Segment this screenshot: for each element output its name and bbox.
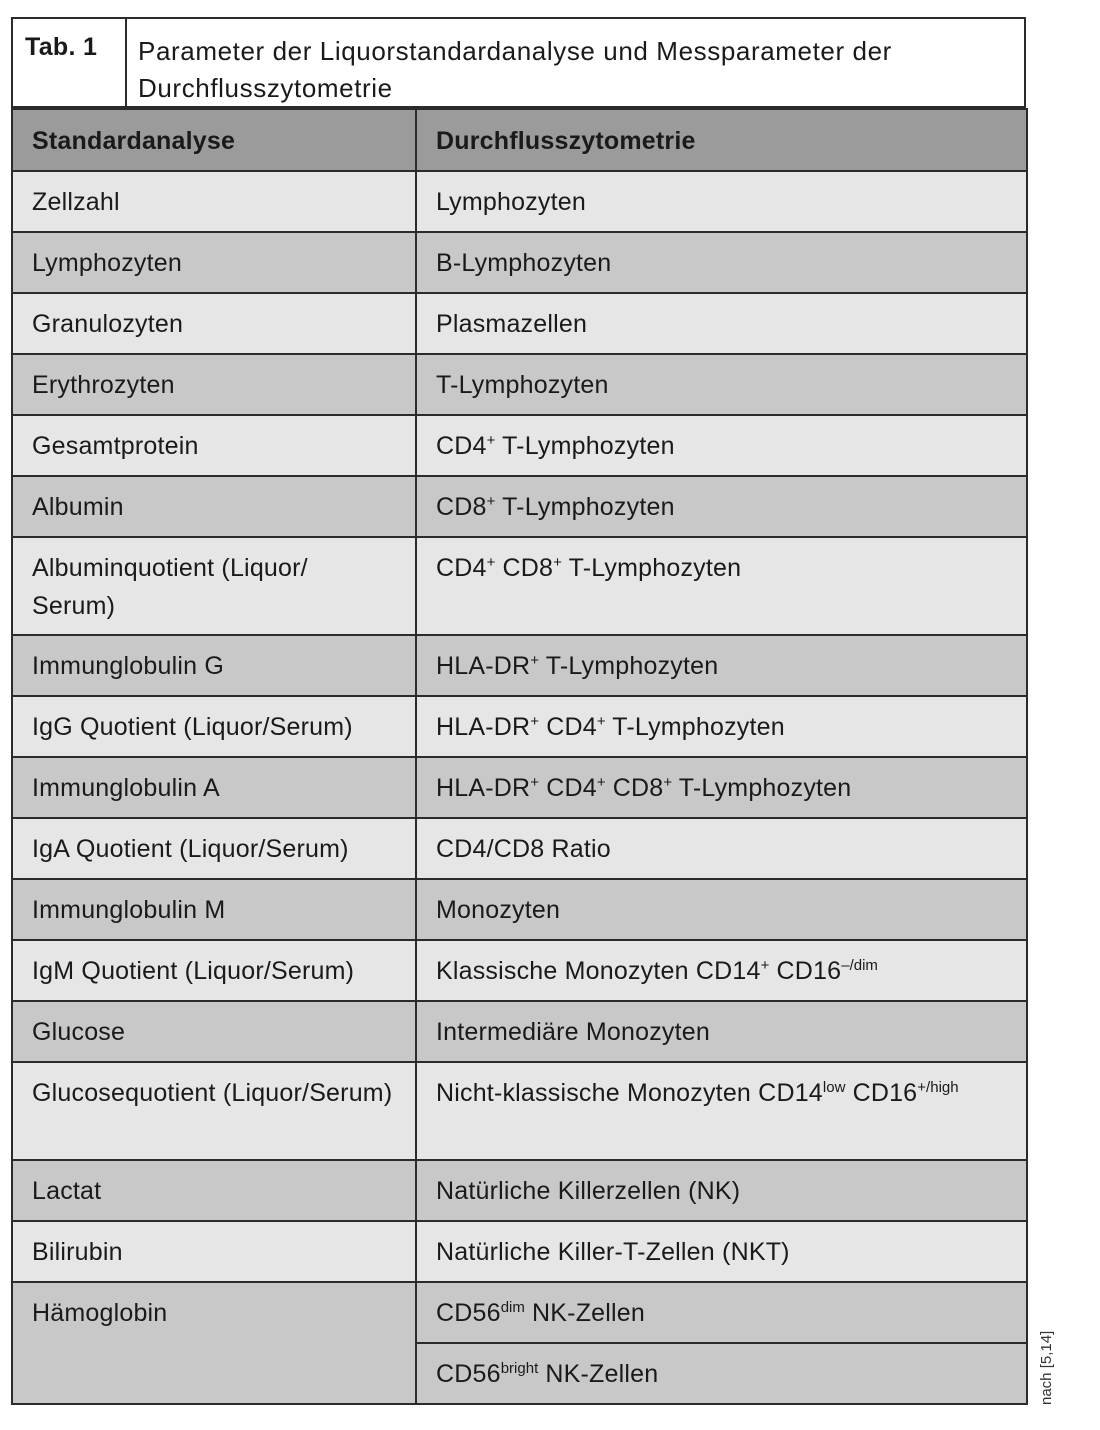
cell-durchflusszytometrie [416,232,1027,293]
cell-standardanalyse: Albumin [12,476,416,537]
table-row [12,1160,1027,1221]
cell-text: Natürliche Killerzellen (NK) [436,1177,741,1205]
cell-text: NK-Zellen [524,1299,645,1327]
superscript: + [663,774,673,791]
table-row [12,818,1027,879]
cell-text: T-Lymphozyten [436,371,609,399]
cell-durchflusszytometrie [416,354,1027,415]
table-row [12,1001,1027,1062]
cell-durchflusszytometrie [416,940,1027,1001]
cell-text: Klassische Monozyten CD14 [436,957,761,985]
data-table [11,108,1028,1405]
cell-standardanalyse: Immunglobulin A [12,757,416,818]
table-row [12,940,1027,1001]
cell-text: Intermediäre Monozyten [436,1018,710,1046]
cell-text: CD56 [436,1299,501,1327]
cell-standardanalyse: Gesamtprotein [12,415,416,476]
cell-standardanalyse: IgG Quotient (Liquor/Serum) [12,696,416,757]
table-row [12,171,1027,232]
cell-text: Plasmazellen [436,310,588,338]
cell-standardanalyse: Bilirubin [12,1221,416,1282]
table-row [12,415,1027,476]
cell-durchflusszytometrie [416,415,1027,476]
table-row [12,232,1027,293]
cell-standardanalyse: Erythrozyten [12,354,416,415]
cell-text: NK-Zellen [538,1360,659,1388]
cell-durchflusszytometrie [416,1343,1027,1404]
cell-text: CD8 [605,774,664,802]
table-row [12,476,1027,537]
cell-durchflusszytometrie [416,635,1027,696]
table-row [12,537,1027,635]
cell-text: T-Lymphozyten [605,713,785,741]
cell-standardanalyse: Zellzahl [12,171,416,232]
cell-text: CD4/CD8 Ratio [436,835,611,863]
cell-durchflusszytometrie [416,1001,1027,1062]
table-title: Parameter der Liquorstandardanalyse und Messparameter der Durchflusszytometrie [138,36,892,103]
table-row [12,354,1027,415]
cell-durchflusszytometrie [416,1282,1027,1343]
table-number: Tab. 1 [13,19,127,106]
superscript: + [486,493,496,510]
table-row [12,1062,1027,1160]
cell-durchflusszytometrie [416,696,1027,757]
cell-text: Natürliche Killer-T-Zellen (NKT) [436,1238,790,1266]
cell-standardanalyse: Albuminquotient (Liquor/ Serum) [12,537,416,635]
table-row [12,757,1027,818]
cell-durchflusszytometrie [416,879,1027,940]
superscript: –/dim [841,957,878,974]
header-standardanalyse: Standardanalyse [12,109,416,171]
cell-standardanalyse: Immunglobulin M [12,879,416,940]
cell-standardanalyse: Lactat [12,1160,416,1221]
superscript: +/high [917,1079,959,1096]
cell-durchflusszytometrie [416,1221,1027,1282]
superscript: dim [500,1299,525,1316]
cell-text: Lymphozyten [436,188,586,216]
table-row [12,293,1027,354]
cell-text: CD16 [769,957,842,985]
cell-durchflusszytometrie [416,171,1027,232]
table-row [12,696,1027,757]
cell-text: HLA-DR [436,713,531,741]
cell-text: CD8 [436,493,487,521]
cell-text: Monozyten [436,896,561,924]
cell-text: T-Lymphozyten [561,554,742,582]
source-note-text: nach [5,14] [1038,1330,1055,1405]
superscript: + [530,713,540,730]
source-note [1038,1305,1068,1405]
superscript: + [530,652,540,669]
table-row [12,879,1027,940]
cell-standardanalyse: IgA Quotient (Liquor/Serum) [12,818,416,879]
cell-text: Nicht-klassische Monozyten CD14 [436,1079,823,1107]
header-durchflusszytometrie: Durchflusszytometrie [416,109,1027,171]
cell-standardanalyse: Immunglobulin G [12,635,416,696]
cell-standardanalyse: Glucose [12,1001,416,1062]
cell-durchflusszytometrie [416,757,1027,818]
cell-durchflusszytometrie [416,537,1027,635]
table-caption [11,17,1026,108]
cell-text: CD4 [539,774,597,802]
cell-text: CD4 [539,713,597,741]
cell-text: T-Lymphozyten [495,493,675,521]
table-row [12,635,1027,696]
cell-durchflusszytometrie [416,1062,1027,1160]
superscript: low [822,1079,846,1096]
cell-text: B-Lymphozyten [436,249,612,277]
table-row [12,1282,1027,1343]
cell-text: T-Lymphozyten [672,774,852,802]
superscript: + [596,774,606,791]
cell-durchflusszytometrie [416,1160,1027,1221]
table-header-row [12,109,1027,171]
cell-standardanalyse: Hämoglobin [12,1282,416,1404]
superscript: + [760,957,770,974]
cell-text: HLA-DR [436,774,531,802]
superscript: + [553,554,562,571]
cell-standardanalyse: Lymphozyten [12,232,416,293]
superscript: bright [500,1360,539,1377]
cell-text: CD56 [436,1360,501,1388]
cell-standardanalyse: IgM Quotient (Liquor/Serum) [12,940,416,1001]
superscript: + [486,554,496,571]
cell-durchflusszytometrie [416,818,1027,879]
superscript: + [530,774,540,791]
cell-durchflusszytometrie [416,476,1027,537]
table-row [12,1221,1027,1282]
cell-text: CD8 [495,554,554,582]
cell-text: CD16 [845,1079,918,1107]
superscript: + [486,432,496,449]
cell-durchflusszytometrie [416,293,1027,354]
cell-text: CD4 [436,432,487,460]
cell-text: T-Lymphozyten [539,652,719,680]
cell-text: CD4 [436,554,487,582]
cell-text: T-Lymphozyten [495,432,675,460]
superscript: + [596,713,606,730]
cell-text: HLA-DR [436,652,531,680]
cell-standardanalyse: Granulozyten [12,293,416,354]
cell-standardanalyse: Glucosequotient (Liquor/Serum) [12,1062,416,1160]
